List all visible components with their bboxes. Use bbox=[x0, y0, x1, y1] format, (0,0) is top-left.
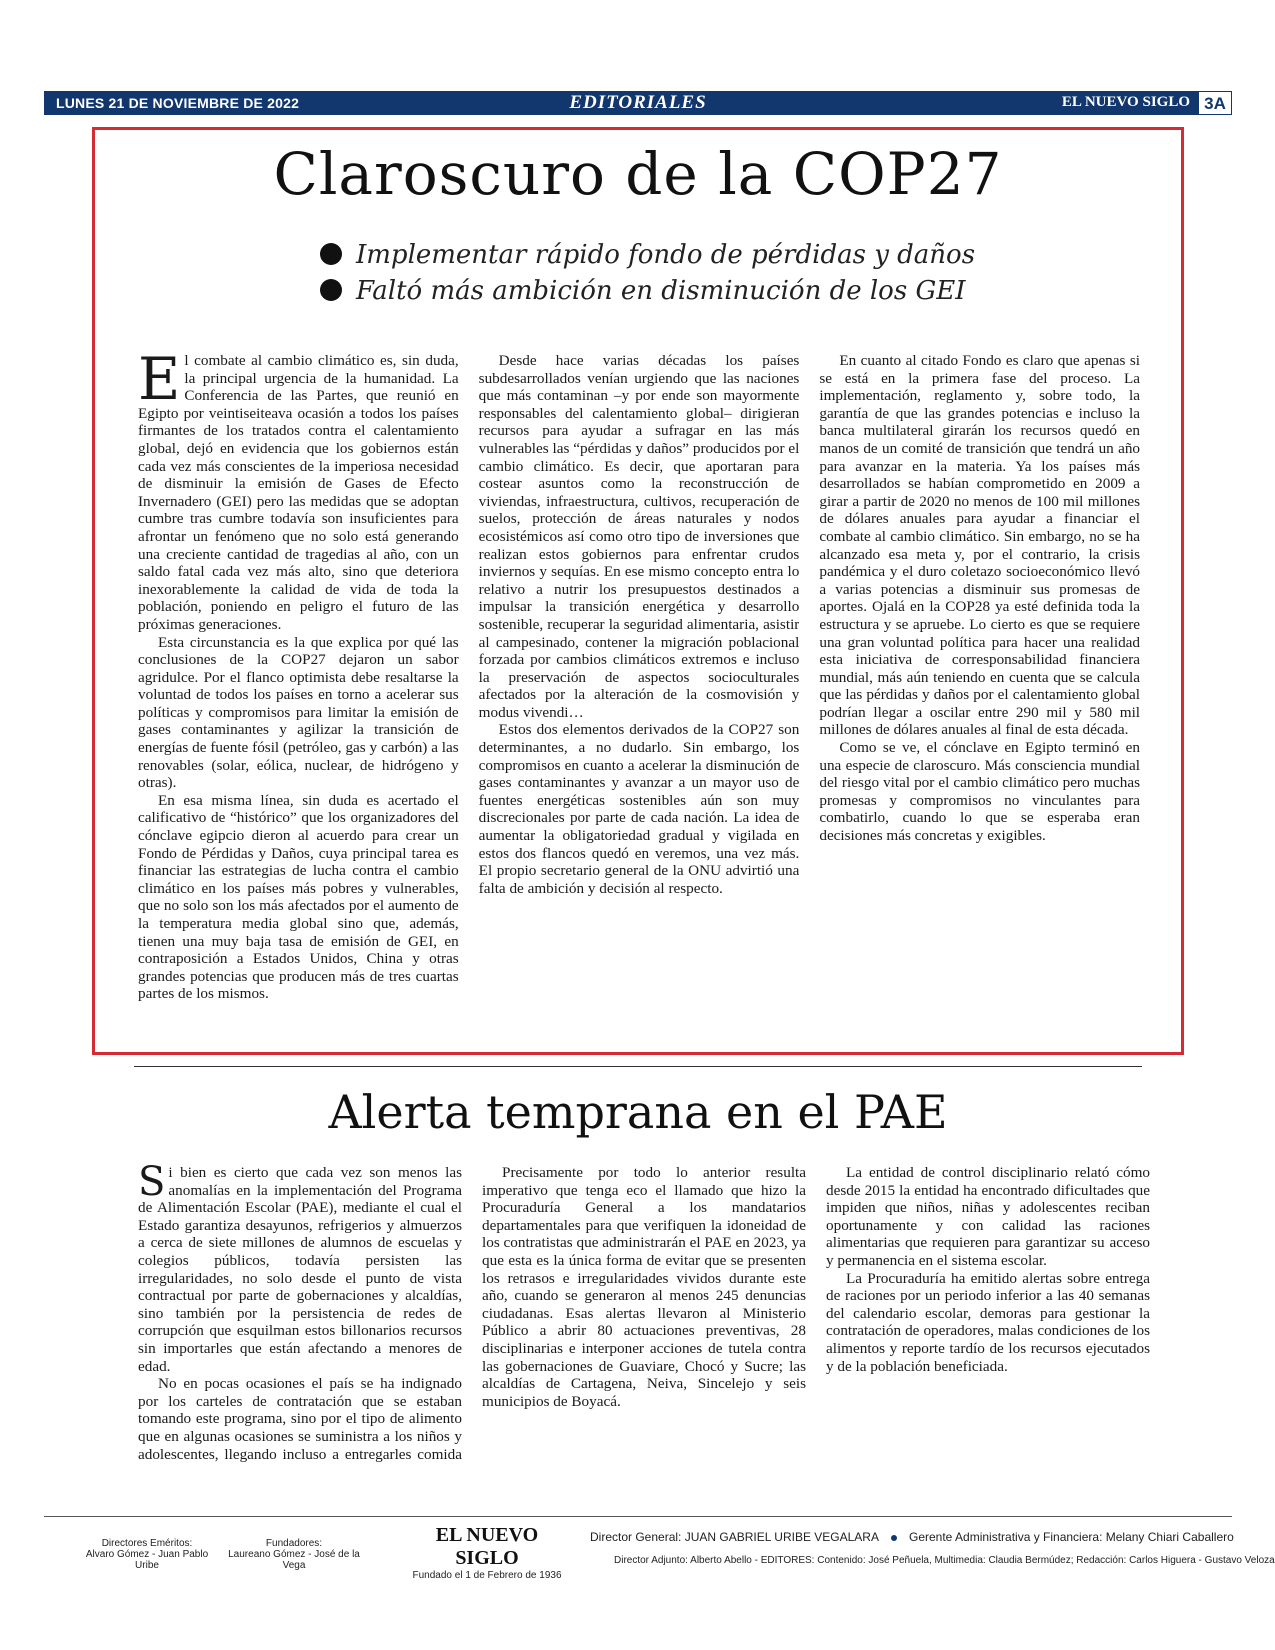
issue-date: LUNES 21 DE NOVIEMBRE DE 2022 bbox=[56, 95, 300, 111]
paragraph: La Procuraduría ha emitido alertas sobre entrega de raciones por un periodo inferior a las 40 semanas del calendario escolar, demoras para gestionar la contratación de operadores, malas condiciones de los alimentos y reporte tardío de los recursos ejecutados y de la población beneficiada. bbox=[826, 1269, 1150, 1375]
drop-cap: S bbox=[138, 1164, 166, 1205]
paper-name: EL NUEVO SIGLO bbox=[1061, 94, 1190, 110]
paragraph: Precisamente por todo lo anterior resulta imperativo que tenga eco el llamado que hizo la Procuraduría General a los mandatarios departamentales para que verifiquen la idoneidad de los contratistas que administrarán el PAE en 2023, ya que esta es la única forma de evitar que se presenten los retrasos e irregularidades vividos durante este año, cuando se generaron al menos 245 denuncias ciudadanas. Esas alertas llevaron al Ministerio Público a abrir 80 actuaciones preventivas, 28 disciplinarias e interponer acciones de tutela contra las gobernaciones de Guaviare, Chocó y Sucre; las alcaldías de Cartagena, Neiva, Sincelejo y seis municipios de Boyacá. bbox=[482, 1164, 806, 1410]
editorial2-col-3 bbox=[826, 1164, 1150, 1464]
bullet-dot-icon bbox=[320, 279, 342, 301]
paragraph: La entidad de control disciplinario relató cómo desde 2015 la entidad ha encontrado dificultades que impiden que niños, niñas y adolescentes reciban oportunamente y con calidad las raciones alimentarias que requieren para garantizar su acceso y permanencia en el sistema escolar. bbox=[826, 1164, 1150, 1269]
separator-dot-icon bbox=[891, 1535, 897, 1541]
editorial2-title: Alerta temprana en el PAE bbox=[328, 1085, 948, 1139]
paragraph: No en pocas ocasiones el país se ha indignado por los carteles de contratación que se estaban tomando este programa, sino por el tipo de alimento que en algunas ocasiones se suministra a los niños y adolescentes, llegando incluso a entregarles comida bbox=[138, 1375, 462, 1463]
page-header-bar bbox=[44, 91, 1232, 115]
paragraph: Estos dos elementos derivados de la COP27 son determinantes, a no dudarlo. Sin embargo, los compromisos en cuanto a acelerar la disminución de gases contaminantes y avanzar a un mayor uso de fuentes energéticas sostenibles aún son muy discrecionales por parte de cada nación. La idea de aumentar la obligatoriedad gradual y vigilada en estos dos flancos quedó en veremos, una vez más. El propio secretario general de la ONU advirtió una falta de ambición y decisión al respecto. bbox=[478, 721, 800, 897]
staff-line: Director Adjunto: Alberto Abello - EDITORES: Contenido: José Peñuela, Multimedia: Claudia Bermúdez; Redacción: Carlos Higuera - Gustavo Veloza bbox=[614, 1555, 1275, 1566]
paragraph: En cuanto al citado Fondo es claro que apenas si se está en la primera fase del proceso. La implementación, reglamento y, sobre todo, la garantía de que las grandes potencias e incluso la banca multilateral girarán los recursos quedó en manos de un comité de transición que tendrá un año para avanzar en la materia. Ya los países más desarrollados se habían comprometido en 2009 a girar a partir de 2020 no menos de 100 mil millones de dólares anuales para ayudar a financiar el combate al cambio climático. Sin embargo, no se ha alcanzado esa meta y, por el contrario, la crisis pandémica y el duro coletazo socioeconómico llevó a varias potencias a disminuir sus promesas de aportes. Ojalá en la COP28 ya esté definida toda la estructura y se apruebe. Lo cierto es que se requiere una gran voluntad política para hacer una realidad esta iniciativa de corresponsabilidad financiera mundial, más aún teniendo en cuenta que se calcula que las pérdidas y daños por el calentamiento global podrían llegar a oscilar entre 290 mil y 580 mil millones de dólares anuales al final de esta década. bbox=[819, 352, 1141, 739]
editorial1-col-2 bbox=[479, 352, 800, 1028]
editorial2-col-1: Si bien es cierto que cada vez son menos las anomalías en la implementación del Programa de Alimentación Escolar (PAE), mediante el cual el Estado garantiza desayunos, refrigerios y almuerzos a cerca de siete millones de alumnos de escuelas y colegios públicos, todavía persisten las irregularidades, no solo desde el punto de vista contractual por parte de gobernaciones y alcaldías, sino también por la persistencia de redes de corrupción que esquilman estos billonarios recursos sin importarles que están afectando a menores de edad. No en pocas ocasiones el país se ha indignado por los carteles de contratación que se estaban tomando este programa, sino por el tipo de alimento que en algunas ocasiones se suministra a los niños y adolescentes, llegando incluso a entregarles comida bbox=[138, 1164, 462, 1464]
editorial1-col-1: El combate al cambio climático es, sin duda, la principal urgencia de la humanidad. La Conferencia de las Partes, que reunió en Egipto por veintiseiteava ocasión a todos los países firmantes de los tratados contra el calentamiento global, dejó en evidencia que los gobiernos están cada vez más conscientes de la imperiosa necesidad de disminuir la emisión de Gases de Efecto Invernadero (GEI) pero las medidas que se adoptan cumbre tras cumbre todavía son insuficientes para afrontar un fenómeno que no solo está generando una creciente cantidad de tragedias al año, con un saldo fatal cada vez más alto, sino que deteriora inexorablemente la calidad de vida de toda la población, poniendo en peligro el futuro de las próximas generaciones. Esta circunstancia es la que explica por qué las conclusiones de la COP27 dejaron un sabor agridulce. Por el flanco optimista debe resaltarse la voluntad de todos los países en torno a acelerar sus políticas y compromisos para limitar la emisión de gases contaminantes y agilizar la transición de energías de fuente fósil (petróleo, gas y carbón) a las renovables (solar, eólica, nuclear, de hidrógeno y otras). En esa misma línea, sin duda es acertado el calificativo de “histórico” que los organizadores del cónclave egipcio dieron al acuerdo para crear un Fondo de Pérdidas y Daños, cuya principal tarea es financiar las estrategias de lucha contra el cambio climático en los países más pobres y vulnerables, que no solo son los más afectados por el aumento de la temperatura media global sino que, además, tienen una muy baja tasa de emisión de GEI, en contraposición a Estados Unidos, China y otras grandes potencias que producen más de tres cuartas partes de los mismos. bbox=[138, 352, 459, 1003]
paragraph: Desde hace varias décadas los países subdesarrollados venían urgiendo que las naciones que más contaminan –y por ende son mayormente responsables del calentamiento global– dirigieran recursos para ayudar a sufragar en las más vulnerables las “pérdidas y daños” producidos por el cambio climático. Es decir, que aportaran para costear asuntos como la reconstrucción de viviendas, infraestructura, cultivos, recuperación de suelos, protección de áreas naturales y nodos ecosistémicos así como otro tipo de inversiones que realizan estos gobiernos para enfrentar crudos inviernos y sequías. En ese mismo concepto entra lo relativo a nutrir los presupuestos destinados a impulsar la transición energética y desarrollo sostenible, recuperar la seguridad alimentaria, asistir al campesinado, contener la migración poblacional forzada por cambios climáticos extremos e incluso la preservación de aspectos socioculturales afectados por la alteración de la cosmovisión y modus vivendi… bbox=[478, 352, 800, 721]
footer-divider bbox=[44, 1516, 1232, 1517]
fundadores-block: Fundadores: Laureano Gómez - José de la Vega bbox=[228, 1538, 360, 1571]
director-general-line: Director General: JUAN GABRIEL URIBE VEGALARA Gerente Administrativa y Financiera: Melany Chiari Caballero bbox=[590, 1530, 1234, 1544]
editorial1-bullets bbox=[320, 237, 975, 309]
section-name: EDITORIALES bbox=[569, 92, 707, 113]
editorial1-body bbox=[138, 352, 1140, 1028]
paragraph: Esta circunstancia es la que explica por qué las conclusiones de la COP27 dejaron un sabor agridulce. Por el flanco optimista debe resaltarse la voluntad de todos los países en torno a acelerar sus políticas y compromisos para limitar la emisión de gases contaminantes y agilizar la transición de energías de fuente fósil (petróleo, gas y carbón) a las renovables (solar, eólica, nuclear, de hidrógeno y otras). bbox=[138, 633, 459, 792]
paragraph: En esa misma línea, sin duda es acertado el calificativo de “histórico” que los organizadores del cónclave egipcio dieron al acuerdo para crear un Fondo de Pérdidas y Daños, cuya principal tarea es financiar las estrategias de lucha contra el cambio climático en los países más pobres y vulnerables, que no solo son los más afectados por el aumento de la temperatura media global sino que, además, tienen una muy baja tasa de emisión de GEI, en contraposición a Estados Unidos, China y otras grandes potencias que producen más de tres cuartas partes de los mismos. bbox=[138, 791, 459, 1003]
editorial2-body bbox=[138, 1164, 1150, 1464]
page-number: 3A bbox=[1198, 91, 1232, 115]
editorial2-col-2 bbox=[482, 1164, 806, 1464]
drop-cap: E bbox=[138, 352, 181, 413]
bullet-item: Faltó más ambición en disminución de los GEI bbox=[320, 273, 975, 309]
divider bbox=[134, 1066, 1142, 1067]
founded-date: Fundado el 1 de Febrero de 1936 bbox=[412, 1570, 562, 1581]
bullet-dot-icon bbox=[320, 243, 342, 265]
paragraph: Como se ve, el cónclave en Egipto terminó en una especie de claroscuro. Más consciencia mundial del riesgo vital por el cambio climático pero muchas promesas y compromisos no vinculantes para combatirlo, cuando lo que se esperaba eran decisiones más concretas y exigibles. bbox=[819, 739, 1141, 845]
paper-logo: EL NUEVO SIGLO bbox=[435, 1524, 539, 1569]
editorial1-col-3 bbox=[819, 352, 1140, 1028]
editorial1-title: Claroscuro de la COP27 bbox=[273, 140, 1003, 208]
directores-block: Directores Eméritos: Alvaro Gómez - Juan Pablo Uribe bbox=[85, 1538, 209, 1571]
footer-logo-block bbox=[412, 1524, 562, 1581]
bullet-item: Implementar rápido fondo de pérdidas y daños bbox=[320, 237, 975, 273]
